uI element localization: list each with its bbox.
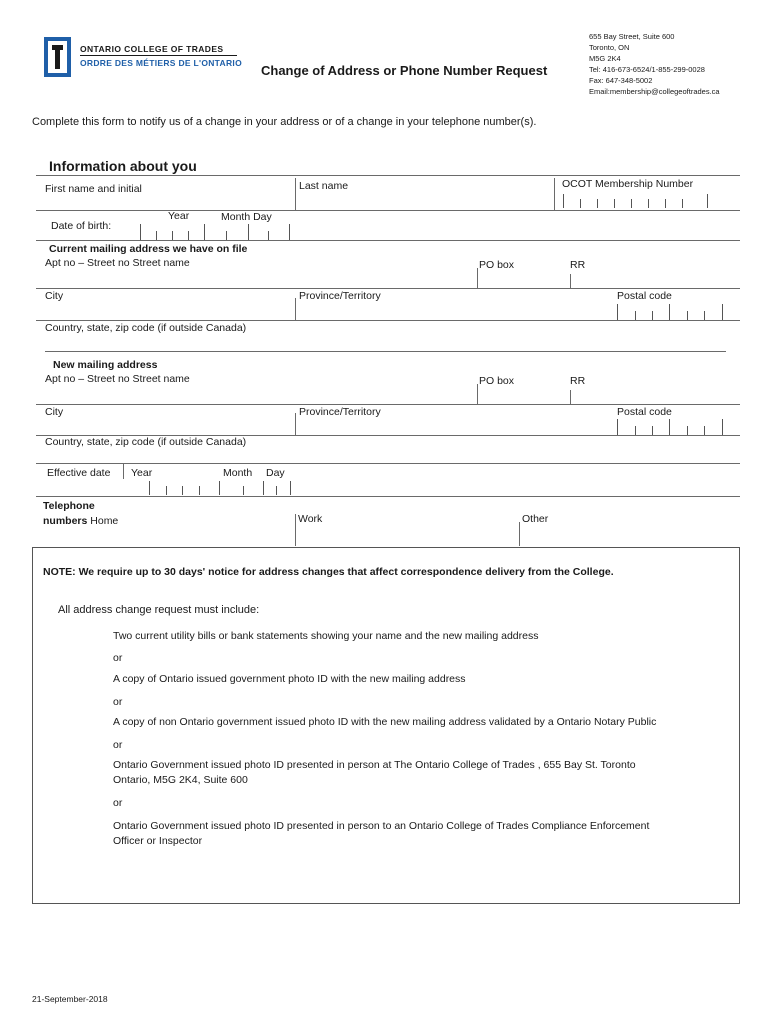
province-label: Province/Territory [299,290,381,302]
row-rule [36,240,740,241]
postal-code-label: Postal code [617,290,672,302]
new-province-field[interactable] [297,418,613,435]
new-country-field[interactable] [36,449,740,463]
effective-year-label: Year [131,467,153,479]
current-address-heading: Current mailing address we have on file [49,243,248,255]
new-address-heading: New mailing address [53,359,158,371]
province-label: Province/Territory [299,406,381,418]
new-postal-code-field[interactable] [617,419,723,435]
divider [123,463,124,479]
telephone-label: Telephone [43,500,95,512]
last-name-label: Last name [299,180,349,192]
divider [295,413,296,435]
po-box-label: PO box [479,375,515,387]
contact-line: Tel: 416-673-6524/1-855-299-0028 [589,64,705,74]
current-province-field[interactable] [297,302,613,320]
intro-text: Complete this form to notify us of a change in your address or of a change in your telephone number(s). [32,116,537,128]
dob-year-label: Year [168,210,190,222]
row-rule [36,288,740,289]
current-street-field[interactable] [36,270,476,288]
section-rule [36,175,740,176]
home-phone-field[interactable] [124,526,292,546]
rr-label: RR [570,375,586,387]
divider [477,384,478,404]
new-city-field[interactable] [36,418,293,435]
po-box-label: PO box [479,259,515,271]
rr-label: RR [570,259,586,271]
dob-label: Date of birth: [51,220,112,232]
country-label: Country, state, zip code (if outside Canada) [45,322,247,334]
contact-block [589,32,720,97]
logo-text-en: ONTARIO COLLEGE OF TRADES [80,44,224,54]
row-rule [36,463,740,464]
page-title: Change of Address or Phone Number Request [261,63,548,78]
divider [570,390,571,404]
home-label: Home [90,515,119,527]
or-separator: or [113,652,123,664]
current-city-field[interactable] [36,302,293,320]
contact-line: Fax: 647-348-5002 [589,75,653,85]
section-title: Information about you [49,158,197,174]
requirement-item: Ontario Government issued photo ID presented in person to an Ontario College of Trades Compliance Enforcement [113,820,650,832]
country-label: Country, state, zip code (if outside Canada) [45,436,247,448]
effective-day-label: Day [266,467,285,479]
requirement-item-cont: Ontario, M5G 2K4, Suite 600 [113,774,248,786]
apt-street-label: Apt no – Street no Street name [45,373,190,385]
effective-date-field[interactable] [149,481,291,495]
new-rr-field[interactable] [572,388,738,404]
city-label: City [45,406,64,418]
contact-line: M5G 2K4 [589,53,621,63]
new-po-box-field[interactable] [479,388,569,404]
divider [570,274,571,288]
row-rule [45,351,726,352]
row-rule [36,320,740,321]
divider [554,178,555,210]
first-name-field[interactable] [36,178,294,208]
footer-date: 21-September-2018 [32,994,108,1004]
logo-text-fr: ORDRE DES MÉTIERS DE L'ONTARIO [80,58,242,68]
divider [295,178,296,210]
requirement-item: Ontario Government issued photo ID presented in person at The Ontario College of Trades , 655 Bay St. Toronto [113,759,636,771]
must-include-text: All address change request must include: [58,604,260,616]
logo-mark-icon [44,37,71,77]
first-name-label: First name and initial [45,183,142,195]
contact-line: Toronto, ON [589,42,630,52]
requirement-item: A copy of Ontario issued government photo ID with the new mailing address [113,673,466,685]
current-country-field[interactable] [36,335,726,351]
or-separator: or [113,696,123,708]
contact-line: 655 Bay Street, Suite 600 [589,32,675,41]
work-phone-field[interactable] [298,526,516,546]
effective-date-label: Effective date [47,467,111,479]
city-label: City [45,290,64,302]
new-street-field[interactable] [36,386,476,404]
divider [519,522,520,546]
membership-label: OCOT Membership Number [562,178,694,190]
dob-month-day-label: Month Day [221,211,272,223]
row-rule [36,404,740,405]
other-phone-field[interactable] [522,526,738,546]
requirement-item-cont: Officer or Inspector [113,835,203,847]
other-label: Other [522,513,549,525]
membership-number-field[interactable] [563,192,708,210]
dob-field[interactable] [140,224,292,240]
requirement-item: A copy of non Ontario government issued photo ID with the new mailing address validated by a Ontario Notary Public [113,716,657,728]
postal-code-label: Postal code [617,406,672,418]
current-po-box-field[interactable] [479,272,569,288]
or-separator: or [113,797,123,809]
telephone-home-label [43,515,118,527]
row-rule [36,496,740,497]
divider [295,514,296,546]
effective-month-label: Month [223,467,253,479]
current-rr-field[interactable] [572,272,738,288]
current-postal-code-field[interactable] [617,304,723,320]
logo-divider [80,55,237,56]
last-name-field[interactable] [297,196,552,210]
divider [477,268,478,288]
divider [295,298,296,320]
or-separator: or [113,739,123,751]
notice-note: NOTE: We require up to 30 days' notice for address changes that affect correspondence delivery from the College. [43,566,614,578]
telephone-label-numbers: numbers [43,515,88,527]
contact-line: Email:membership@collegeoftrades.ca [589,86,720,96]
requirement-item: Two current utility bills or bank statements showing your name and the new mailing address [113,630,539,642]
row-rule [36,210,740,211]
apt-street-label: Apt no – Street no Street name [45,257,190,269]
work-label: Work [298,513,323,525]
